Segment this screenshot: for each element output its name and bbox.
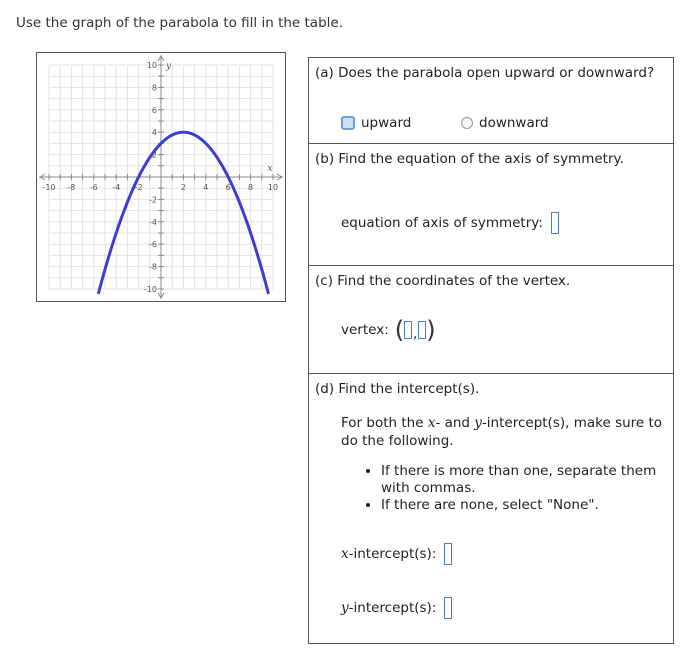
graph-canvas (37, 53, 285, 301)
vertex-y-input[interactable] (418, 321, 426, 339)
y-tick-label: 6 (151, 105, 157, 115)
y-tick-label: 10 (146, 61, 157, 70)
question-b: (b) Find the equation of the axis of symmetry. (315, 151, 624, 167)
x-tick-label: 8 (248, 183, 254, 192)
section-b (309, 144, 673, 266)
section-a (309, 58, 673, 144)
y-tick-label: -4 (149, 217, 157, 227)
x-intercept-input[interactable] (444, 543, 452, 565)
x-tick-label: 2 (180, 183, 186, 192)
y-tick-label: 2 (151, 150, 157, 160)
intercept-instructions: For both the x- and y-intercept(s), make sure to do the following. (341, 415, 663, 449)
vertex-pair (395, 318, 436, 342)
x-tick-label: 10 (267, 183, 279, 192)
x-tick-label: -6 (89, 183, 98, 192)
x-axis-label: x (267, 164, 273, 174)
y-intercept-label: -intercept(s): (348, 600, 437, 616)
y-tick-label: -10 (143, 285, 157, 294)
y-tick-label: -2 (149, 195, 157, 205)
question-a: (a) Does the parabola open upward or downward? (315, 65, 655, 81)
y-var: y (341, 600, 349, 616)
close-paren: ) (426, 316, 436, 344)
y-intercept-input[interactable] (444, 597, 452, 619)
y-tick-label: -8 (149, 262, 157, 272)
x-tick-label: -4 (112, 183, 121, 192)
option-upward[interactable] (341, 115, 411, 131)
axis-label: equation of axis of symmetry: (341, 215, 543, 231)
axis-field-row (341, 212, 559, 234)
section-c (309, 266, 673, 374)
axis-input[interactable] (551, 212, 559, 234)
x-tick-label: -10 (42, 183, 56, 192)
y-tick-label: 4 (151, 128, 157, 138)
question-c: (c) Find the coordinates of the vertex. (315, 273, 571, 289)
y-intercept-row (341, 597, 452, 619)
x-tick-label: -8 (67, 183, 76, 192)
section-d (309, 374, 673, 645)
y-axis-label: y (166, 61, 172, 72)
parabola-graph (36, 52, 286, 302)
rule-multiple: • If there is more than one, separate them with commas. (381, 463, 675, 497)
x-intercept-label: -intercept(s): (348, 546, 437, 562)
question-d: (d) Find the intercept(s). (315, 381, 480, 397)
instruction-text: Use the graph of the parabola to fill in the table. (16, 15, 343, 31)
rule-none: • If there are none, select "None". (381, 497, 675, 514)
x-tick-label: 6 (225, 183, 231, 192)
downward-label[interactable]: downward (479, 115, 549, 131)
vertex-comma: , (413, 327, 418, 342)
x-intercept-row (341, 543, 452, 565)
option-downward[interactable] (461, 115, 549, 131)
y-tick-label: -6 (149, 240, 157, 250)
vertex-label: vertex: (341, 322, 389, 338)
vertex-field-row (341, 318, 436, 342)
upward-radio[interactable] (341, 116, 355, 130)
question-table (308, 57, 674, 644)
upward-label[interactable]: upward (361, 115, 412, 131)
open-paren: ( (394, 316, 405, 344)
y-tick-label: 8 (151, 83, 157, 93)
x-tick-label: 4 (203, 183, 209, 192)
x-tick-label: -2 (134, 183, 143, 192)
intercept-rules (341, 463, 675, 514)
x-var: x (341, 546, 349, 562)
vertex-x-input[interactable] (404, 321, 412, 339)
downward-radio[interactable] (461, 117, 473, 129)
